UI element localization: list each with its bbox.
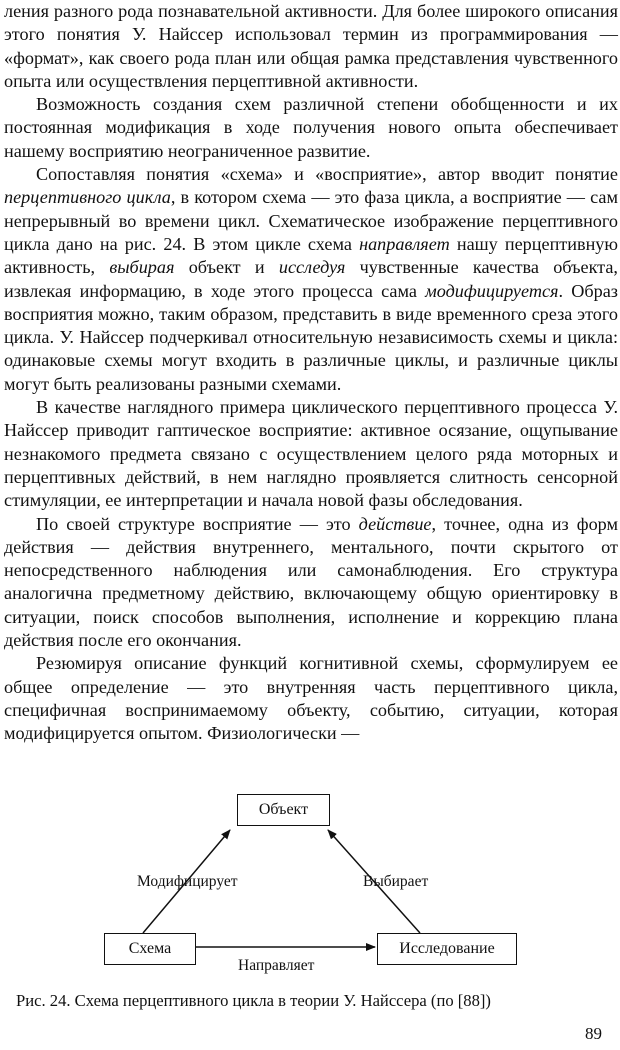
text-run: , точнее, одна из форм действия — действия внутреннего, ментального, почти скрытого от непосредственного наблюдения или самонаблюдения. Его структура аналогична предметному действию, включающему общую ориентировку в ситуации, поиск способов выполнения, исполнение и коррекцию плана действия после его окончания. (4, 513, 618, 651)
body-text (4, 0, 618, 746)
paragraph (4, 0, 618, 93)
paragraph (4, 163, 618, 396)
text-run: объект и (174, 257, 279, 278)
perceptual-cycle-diagram (100, 790, 520, 980)
text-run: , в котором схема — это фаза цикла, а восприятие — сам непрерывный во времени цикл. Схематическое изображение перцептивного цикла дано на рис. 24. В этом цикле схема (4, 187, 618, 254)
edge-label-directs: Направляет (238, 957, 315, 974)
page-number: 89 (585, 1024, 602, 1043)
paragraph (4, 513, 618, 653)
italic-term: перцептивного цикла (4, 187, 171, 208)
paragraph (4, 93, 618, 163)
node-exploration: Исследование (377, 933, 517, 965)
edge-label-modifies: Модифицирует (137, 873, 238, 890)
italic-term: выбирая (109, 257, 175, 278)
italic-term: действие (358, 513, 432, 534)
text-run: Сопоставляя понятия «схема» и «восприятие», автор вводит понятие (36, 164, 618, 185)
italic-term: направляет (359, 233, 450, 254)
text-run: Возможность создания схем различной степени обобщенности и их постоянная модификация в ходе получения нового опыта обеспечивает нашему восприятию неограниченное развитие. (4, 94, 618, 161)
paragraph (4, 396, 618, 512)
text-run: . Образ восприятия можно, таким образом, представить в виде временного среза этого цикла. У. Найссер подчеркивал относительную независимость схемы и цикла: одинаковые схемы могут входить в различные циклы, и различные циклы могут быть реализованы разными схемами. (4, 280, 618, 394)
text-run: В качестве наглядного примера циклического перцептивного процесса У. Найссер приводит гаптическое восприятие: активное осязание, ощупывание незнакомого предмета связано с осуществлением целого ряда моторных и перцептивных действий, в нем наглядно проявляется слитность сенсорной стимуляции, ее интерпретации и начала новой фазы обследования. (4, 397, 618, 511)
paragraph (4, 652, 618, 745)
text-run: По своей структуре восприятие — это (36, 513, 359, 534)
figure-caption: Рис. 24. Схема перцептивного цикла в теории У. Найссера (по [88]) (16, 991, 491, 1010)
text-run: Резюмируя описание функций когнитивной схемы, сформулируем ее общее определение — это внутренняя часть перцептивного цикла, специфичная воспринимаемому объекту, событию, ситуации, которая модифицируется опытом. Физиологически — (4, 653, 618, 744)
text-run: нашу перцептивную активность, (4, 233, 618, 278)
edge-label-selects: Выбирает (363, 873, 429, 890)
node-schema: Схема (104, 933, 196, 965)
italic-term: исследуя (278, 257, 346, 278)
text-run: ления разного рода познавательной активности. Для более широкого описания этого понятия У. Найссер использовал термин из программирования — «формат», как своего рода план или общая рамка представления чувственного опыта или осуществления перцептивной активности. (4, 1, 618, 91)
italic-term: модифицируется (425, 280, 559, 301)
text-run: чувственные качества объекта, извлекая информацию, в ходе этого процесса сама (4, 257, 618, 301)
node-object: Объект (237, 794, 330, 826)
